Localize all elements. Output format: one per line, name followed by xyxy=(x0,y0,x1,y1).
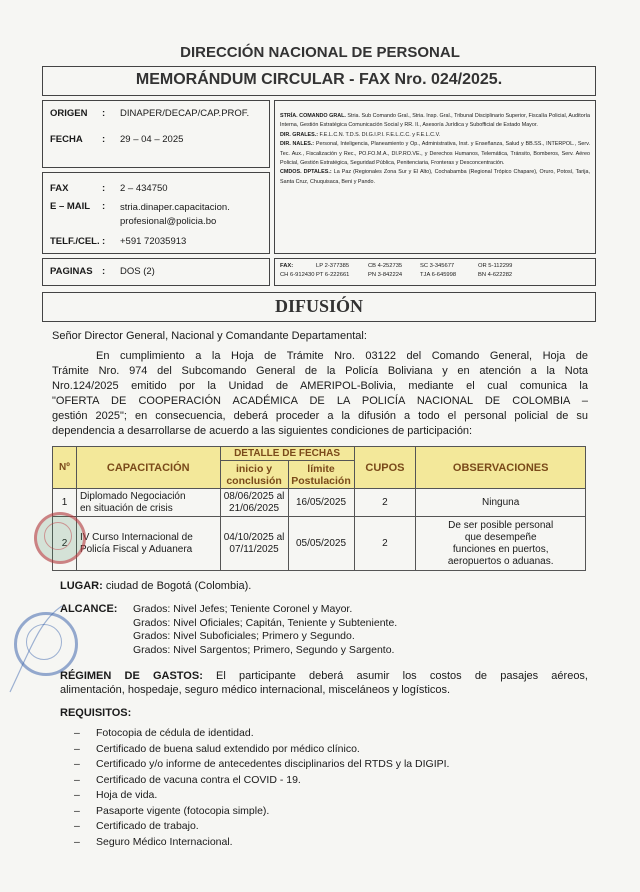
email-value-1: stria.dinaper.capacitacion. xyxy=(120,202,230,213)
signature-scribble xyxy=(0,600,70,700)
requisitos-list xyxy=(74,726,449,850)
th-inicio: inicio y conclusión xyxy=(220,461,288,489)
th-observaciones: OBSERVACIONES xyxy=(416,447,586,489)
fax-row: FAX : 2 – 434750 xyxy=(50,183,168,194)
th-no: Nº xyxy=(53,447,77,489)
fecha-row: FECHA : 29 – 04 – 2025 xyxy=(50,134,184,145)
gastos-paragraph: RÉGIMEN DE GASTOS: El participante deberá asumir los costos de pasajes aéreos, alimentación, hospedaje, seguro médico internacional, misceláneos y logísticos. xyxy=(60,670,588,696)
list-item: – Hoja de vida. xyxy=(74,788,449,804)
email-row: E – MAIL : stria.dinaper.capacitacion. profesional@policia.bo xyxy=(50,201,230,227)
paginas-value: DOS (2) xyxy=(120,266,155,277)
memo-title: MEMORÁNDUM CIRCULAR - FAX Nro. 024/2025. xyxy=(135,71,503,88)
th-capacitacion: CAPACITACIÓN xyxy=(76,447,220,489)
intro-paragraph: En cumplimiento a la Hoja de Trámite Nro. 03122 del Comando General, Hoja de Trámite Nro. 974 del Subcomando General de la Policía Boliviana y en atención a la Nota Nro.124/2025 emitido por la Unidad de AMERIPOL-Bolivia, mediante el cual comunica la "OFERTA DE COOPERACIÓN ACADÉMICA DE LA POLICÍA NACIONAL DE COLOMBIA – gestión 2025"; en consecuencia, deberá proceder a la difusión a todo el personal policial de su dependencia a desarrollarse de acuerdo a las siguientes condiciones de participación: xyxy=(52,350,588,437)
lugar-line: LUGAR: ciudad de Bogotá (Colombia). xyxy=(60,580,252,592)
difusion-title: DIFUSIÓN xyxy=(274,296,363,316)
th-detalle: DETALLE DE FECHAS xyxy=(220,447,354,461)
list-item: – Fotocopia de cédula de identidad. xyxy=(74,726,449,742)
th-limite: límite Postulación xyxy=(288,461,354,489)
origen-row: ORIGEN : DINAPER/DECAP/CAP.PROF. xyxy=(50,108,250,119)
salutation: Señor Director General, Nacional y Comandante Departamental: xyxy=(52,330,367,342)
requisitos-label: REQUISITOS: xyxy=(60,707,132,719)
training-table xyxy=(52,446,586,571)
fecha-value: 29 – 04 – 2025 xyxy=(120,134,184,145)
paginas-row: PAGINAS : DOS (2) xyxy=(50,266,155,277)
tel-row: TELF./CEL. : +591 72035913 xyxy=(50,236,187,247)
table-row: 2 IV Curso Internacional de Policía Fiscal y Aduanera 04/10/2025 al 07/11/2025 05/05/2025 2 De ser posible personal que desempeñe funciones en puertos, aeropuertos o aduanas. xyxy=(53,517,586,571)
alcance-label: ALCANCE: xyxy=(60,603,118,615)
list-item: – Pasaporte vigente (fotocopia simple). xyxy=(74,804,449,820)
email-value-2: profesional@policia.bo xyxy=(120,216,217,227)
list-item: – Certificado y/o informe de antecedentes disciplinarios del RTDS y la DIGIPI. xyxy=(74,757,449,773)
fax-numbers: FAX: LP 2-377385 CB 4-252735 SC 3-345677 OR 5-112299 CH 6-912430 PT 6-222661 PN 3-842224 TJA 6-645998 BN 4-622282 xyxy=(280,263,513,278)
list-item: – Certificado de vacuna contra el COVID - 19. xyxy=(74,773,449,789)
fax-value: 2 – 434750 xyxy=(120,183,168,194)
list-item: – Seguro Médico Internacional. xyxy=(74,835,449,851)
institution-title: DIRECCIÓN NACIONAL DE PERSONAL xyxy=(180,44,460,61)
tel-value: +591 72035913 xyxy=(120,236,187,247)
table-row: 1 Diplomado Negociación en situación de crisis 08/06/2025 al 21/06/2025 16/05/2025 2 Ninguna xyxy=(53,489,586,517)
list-item: – Certificado de buena salud extendido por médico clínico. xyxy=(74,742,449,758)
th-cupos: CUPOS xyxy=(354,447,416,489)
distribution-text: STRÍA. COMANDO GRAL. Stria. Sub Comando Gral., Stria. Insp. Gral., Tribunal Disciplinario Superior, Fiscalía Policial, Auditoría Interna, Gestión Estratégica Comunicación Social y RR. II., Asesoría Jurídica y Subofficial de Estado Mayor. DIR. GRALES.: F.E.L.C.N. T.D.S. DI.G.I.P.I. F.E.L.C.C. y F.E.L.C.V. DIR. NALES.: Personal, Inteligencia, Planeamiento y Op., Administrativa, Inst. y Enseñanza, Salud y BB.SS., INTERPOL., Serv. Tec. Aux., Fiscalización y Rec., PO.FO.M.A., DI.P.RO.VE., y Derechos Humanos, Telemática, Tránsito, Bomberos, Serv. Aéreo Policial, Gestión Estratégica, Seguridad Pública, Penitenciaria, Fronteras y Desconcentración. CMDOS. DPTALES.: La Paz (Regionales Zona Sur y El Alto), Cochabamba (Regional Trópico Chapare), Oruro, Potosí, Tarija, Santa Cruz, Chuquisaca, Beni y Pando. xyxy=(280,113,590,185)
red-seal-inner xyxy=(44,522,72,550)
alcance-lines: Grados: Nivel Jefes; Teniente Coronel y Mayor. Grados: Nivel Oficiales; Capitán, Teniente y Subteniente. Grados: Nivel Suboficiales; Primero y Segundo. Grados: Nivel Sargentos; Primero, Segundo y Sargento. xyxy=(133,603,398,656)
list-item: – Certificado de trabajo. xyxy=(74,819,449,835)
origen-value: DINAPER/DECAP/CAP.PROF. xyxy=(120,108,250,119)
